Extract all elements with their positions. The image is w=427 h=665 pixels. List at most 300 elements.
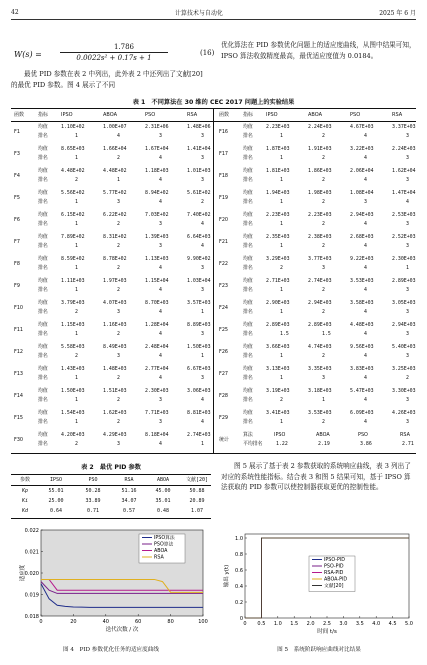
pid-param-value: 0.71	[86, 508, 100, 514]
function-id: F25	[219, 327, 229, 333]
mean-value: 1.50E+03	[187, 344, 211, 350]
x-tick-label: 20	[70, 619, 77, 625]
rank-value: 3	[201, 155, 204, 161]
mean-value: 1.01E+03	[187, 168, 211, 174]
mean-value: 1.08E+04	[350, 190, 374, 196]
body-paragraph-right: 优化算法在 PID 参数优化问题上的适应度曲线，从图中结果可知，IPSO 算法收敛精度最高，最优适应度值为 0.0184。	[221, 41, 416, 60]
function-id: F11	[14, 327, 24, 333]
mean-value: 2.31E+06	[145, 124, 169, 130]
mean-value: 1.51E+03	[103, 388, 127, 394]
metric-label-mean: 均值	[243, 146, 253, 152]
x-tick-label: 1.0	[273, 621, 282, 627]
pid-param-value: 0.57	[122, 508, 136, 514]
rank-value: 1	[280, 221, 283, 227]
rank-value: 4	[364, 155, 367, 161]
mean-value: 3.41E+03	[266, 410, 290, 416]
x-tick-label: 1.5	[290, 621, 299, 627]
rank-value: 2	[280, 265, 283, 271]
rank-value: 2	[117, 375, 120, 381]
metric-label-rank: 排名	[38, 353, 48, 359]
rank-value: 1	[280, 177, 283, 183]
rank-value: 2	[322, 133, 325, 139]
mean-value: 1.50E+03	[61, 388, 85, 394]
mean-value: 2.94E+03	[392, 322, 416, 328]
rank-value: 1	[75, 133, 78, 139]
metric-label-rank: 排名	[38, 243, 48, 249]
metric-label-mean: 均值	[243, 388, 253, 394]
rank-value: 2	[117, 331, 120, 337]
function-id: F24	[219, 305, 229, 311]
rank-value: 1	[406, 265, 409, 271]
pid-param-value: 34.07	[121, 498, 137, 504]
table1-bottom-rule	[11, 453, 416, 454]
mean-value: 2.77E+04	[145, 366, 169, 372]
mean-value: 2.30E+03	[392, 256, 416, 262]
metric-label-rank: 排名	[38, 265, 48, 271]
mean-value: 8.31E+02	[103, 234, 127, 240]
function-id: F15	[14, 415, 24, 421]
rank-value: 4	[159, 199, 162, 205]
x-tick-label: 0	[243, 621, 247, 627]
legend-label: ABOA-PID	[324, 577, 348, 583]
table2-column-header: ABOA	[156, 477, 170, 483]
table2-top-rule	[11, 474, 211, 475]
rank-value: 2	[322, 155, 325, 161]
pid-param-value: 33.89	[85, 498, 101, 504]
rank-value: 4	[406, 199, 409, 205]
y-tick-label: 0.018	[24, 613, 39, 620]
y-axis-label: 输出 y(t)	[224, 564, 230, 588]
metric-label-rank: 排名	[38, 441, 48, 447]
mean-value: 8.89E+03	[187, 322, 211, 328]
rank-value: 3	[201, 287, 204, 293]
mean-value: 2.89E+03	[392, 278, 416, 284]
x-tick-label: 40	[102, 619, 109, 625]
metric-label-rank: 排名	[38, 397, 48, 403]
mean-value: 5.56E+02	[61, 190, 85, 196]
function-id: F10	[14, 305, 24, 311]
mean-value: 1.62E+04	[392, 168, 416, 174]
mean-value: 3.66E+03	[266, 344, 290, 350]
mean-value: 1.81E+03	[266, 168, 290, 174]
function-id: F4	[14, 173, 20, 179]
pid-param-value: 55.01	[48, 488, 64, 494]
legend-label: 文献[20]	[324, 584, 344, 589]
function-id: F21	[219, 239, 229, 245]
pid-param-value: 20.89	[189, 498, 205, 504]
mean-value: 3.77E+03	[308, 256, 332, 262]
table2-head-rule	[11, 485, 211, 486]
x-tick-label: 0.5	[257, 621, 266, 627]
rank-value: 2	[322, 419, 325, 425]
table2-column-header: RSA	[124, 477, 134, 483]
mean-value: 5.77E+02	[103, 190, 127, 196]
metric-label-mean: 均值	[38, 344, 48, 350]
table1-column-header: ABOA	[308, 112, 323, 118]
function-id: F5	[14, 195, 20, 201]
rank-value: 3	[406, 397, 409, 403]
table1-caption: 表 1 不同算法在 30 维的 CEC 2017 问题上的实验结果	[132, 99, 295, 106]
function-id: F30	[14, 437, 24, 443]
metric-label-mean: 均值	[243, 366, 253, 372]
rank-value: 3	[406, 419, 409, 425]
mean-value: 8.65E+03	[61, 146, 85, 152]
mean-value: 1.43E+03	[61, 366, 85, 372]
mean-value: 2.38E+03	[308, 234, 332, 240]
rank-value: 2	[75, 309, 78, 315]
metric-label-mean: 均值	[243, 300, 253, 306]
mean-value: 2.30E+03	[145, 388, 169, 394]
rank-value: 1	[280, 309, 283, 315]
rank-value: 4	[364, 243, 367, 249]
mean-value: 1.15E+03	[61, 322, 85, 328]
function-id: F29	[219, 415, 229, 421]
mean-value: 3.06E+03	[187, 388, 211, 394]
stats-algo-label: 算法	[243, 432, 253, 438]
rank-value: 2	[117, 221, 120, 227]
mean-value: 1.66E+04	[103, 146, 127, 152]
mean-value: 9.22E+03	[350, 256, 374, 262]
metric-label-rank: 排名	[243, 287, 253, 293]
function-id: F19	[219, 195, 229, 201]
metric-label-rank: 排名	[243, 177, 253, 183]
y-tick-label: 0.4	[235, 583, 243, 590]
mean-value: 1.41E+04	[187, 146, 211, 152]
rank-value: 4	[159, 441, 162, 447]
mean-value: 3.22E+03	[350, 146, 374, 152]
function-id: F22	[219, 261, 229, 267]
stats-algo-name: IPSO	[274, 432, 286, 438]
rank-value: 3	[159, 243, 162, 249]
rank-value: 3	[117, 353, 120, 359]
mean-value: 8.59E+02	[61, 256, 85, 262]
x-tick-label: 60	[135, 619, 142, 625]
pid-param-value: 0.48	[156, 508, 170, 514]
table1-column-header: 函数	[219, 112, 230, 118]
metric-label-mean: 均值	[243, 190, 253, 196]
metric-label-rank: 排名	[243, 199, 253, 205]
rank-value: 4	[364, 397, 367, 403]
stats-avg-value: 2.71	[402, 441, 414, 447]
rank-value: 4	[364, 133, 367, 139]
metric-label-mean: 均值	[38, 146, 48, 152]
legend-label: RSA	[154, 555, 164, 561]
mean-value: 7.03E+02	[145, 212, 169, 218]
mean-value: 1.62E+03	[103, 410, 127, 416]
rank-value: 1	[75, 331, 78, 337]
metric-label-mean: 均值	[38, 300, 48, 306]
mean-value: 3.57E+03	[187, 300, 211, 306]
metric-label-rank: 排名	[38, 375, 48, 381]
rank-value: 2	[322, 353, 325, 359]
figure-5-step-response-chart	[221, 524, 417, 642]
equation-number: (16)	[200, 49, 215, 57]
y-tick-label: 0.021	[24, 549, 39, 556]
header-rule	[11, 19, 416, 20]
function-id: F7	[14, 239, 20, 245]
metric-label-mean: 均值	[38, 190, 48, 196]
mean-value: 8.94E+02	[145, 190, 169, 196]
rank-value: 3	[201, 375, 204, 381]
rank-value: 4	[159, 331, 162, 337]
x-tick-label: 80	[167, 619, 174, 625]
metric-label-rank: 排名	[38, 155, 48, 161]
mean-value: 1.39E+03	[145, 234, 169, 240]
rank-value: 1	[201, 441, 204, 447]
metric-label-mean: 均值	[243, 234, 253, 240]
mean-value: 2.48E+04	[145, 344, 169, 350]
metric-label-mean: 均值	[243, 256, 253, 262]
metric-label-mean: 均值	[38, 366, 48, 372]
x-tick-label: 3.5	[355, 621, 364, 627]
mean-value: 4.74E+03	[308, 344, 332, 350]
table2-bottom-rule	[11, 518, 211, 519]
mean-value: 3.18E+03	[308, 388, 332, 394]
rank-value: 3	[201, 177, 204, 183]
rank-value: 2	[117, 265, 120, 271]
mean-value: 2.90E+03	[266, 300, 290, 306]
mean-value: 3.35E+03	[308, 366, 332, 372]
rank-value: 3	[117, 199, 120, 205]
x-axis-label: 迭代次数 / 次	[105, 627, 139, 633]
table2-column-header: 参数	[19, 477, 31, 483]
metric-label-mean: 均值	[38, 388, 48, 394]
rank-value: 1	[280, 287, 283, 293]
mean-value: 1.87E+03	[266, 146, 290, 152]
rank-value: 4	[159, 155, 162, 161]
rank-value: 4	[364, 177, 367, 183]
metric-label-rank: 排名	[38, 309, 48, 315]
mean-value: 1.00E+07	[103, 124, 127, 130]
mean-value: 1.54E+03	[61, 410, 85, 416]
legend-label: RSA-PID	[324, 571, 344, 576]
metric-label-mean: 均值	[243, 124, 253, 130]
table2-column-header: IPSO	[49, 477, 63, 483]
metric-label-rank: 排名	[243, 265, 253, 271]
mean-value: 4.07E+03	[103, 300, 127, 306]
rank-value: 4	[117, 133, 120, 139]
rank-value: 3	[322, 375, 325, 381]
mean-value: 2.23E+03	[266, 124, 290, 130]
mean-value: 3.30E+03	[392, 388, 416, 394]
mean-value: 3.83E+03	[350, 366, 374, 372]
rank-value: 3	[201, 133, 204, 139]
mean-value: 1.10E+02	[61, 124, 85, 130]
x-tick-label: 2.0	[306, 621, 315, 627]
mean-value: 4.29E+03	[103, 432, 127, 438]
metric-label-mean: 均值	[38, 278, 48, 284]
stats-algo-name: PSO	[358, 432, 368, 438]
mean-value: 2.74E+03	[187, 432, 211, 438]
pid-param-name: Kd	[21, 508, 29, 514]
y-axis-label: 适应度	[20, 564, 26, 582]
function-id: F20	[219, 217, 229, 223]
metric-label-mean: 均值	[243, 212, 253, 218]
equation-numerator: 1.786	[113, 43, 135, 51]
rank-value: 4	[159, 309, 162, 315]
rank-value: 4	[364, 221, 367, 227]
mean-value: 2.68E+03	[350, 234, 374, 240]
body-paragraph-right-2: 图 5 展示了基于表 2 参数获取的系统响应曲线，表 3 列出了对应的系统性能指标。结合表 3 和图 5 结果可知，基于 IPSO 算法获取的 PID 参数可以使控制器获取更优的控制性能。	[221, 462, 411, 491]
mean-value: 2.35E+03	[266, 234, 290, 240]
mean-value: 2.06E+04	[350, 168, 374, 174]
mean-value: 2.23E+03	[308, 212, 332, 218]
x-tick-label: 3.0	[339, 621, 348, 627]
rank-value: 4	[364, 309, 367, 315]
rank-value: 1	[280, 133, 283, 139]
rank-value: 1	[75, 375, 78, 381]
stats-algo-name: ABOA	[316, 432, 330, 438]
mean-value: 5.58E+03	[61, 344, 85, 350]
function-id: F9	[14, 283, 20, 289]
pid-param-value: 45.00	[155, 488, 171, 494]
metric-label-rank: 排名	[38, 287, 48, 293]
mean-value: 2.71E+03	[266, 278, 290, 284]
mean-value: 2.24E+03	[392, 146, 416, 152]
rank-value: 1	[75, 243, 78, 249]
rank-value: 2	[117, 397, 120, 403]
mean-value: 2.89E+03	[266, 322, 290, 328]
mean-value: 9.56E+03	[350, 344, 374, 350]
x-tick-label: 4.5	[388, 621, 397, 627]
metric-label-rank: 排名	[38, 221, 48, 227]
mean-value: 3.19E+03	[266, 388, 290, 394]
mean-value: 1.97E+03	[103, 278, 127, 284]
mean-value: 2.23E+03	[266, 212, 290, 218]
metric-label-mean: 均值	[38, 168, 48, 174]
metric-label-mean: 均值	[243, 410, 253, 416]
table1-column-header: 函数	[14, 112, 25, 118]
stats-avg-value: 1.22	[276, 441, 288, 447]
metric-label-rank: 排名	[38, 331, 48, 337]
table1-divider	[213, 108, 214, 453]
mean-value: 2.24E+03	[308, 124, 332, 130]
rank-value: 3	[406, 243, 409, 249]
x-tick-label: 5.0	[405, 621, 413, 627]
mean-value: 1.48E+03	[103, 366, 127, 372]
page-number: 42	[11, 8, 19, 16]
rank-value: 2	[117, 419, 120, 425]
legend-label: PSO算法	[154, 542, 174, 548]
metric-label-mean: 均值	[38, 124, 48, 130]
rank-value: 4	[364, 375, 367, 381]
mean-value: 8.18E+04	[145, 432, 169, 438]
body-paragraph-left: 最优 PID 参数在表 2 中列出，此外表 2 中还列出了文献[20]的最优 PID 参数。图 4 展示了不同	[11, 70, 203, 89]
metric-label-rank: 排名	[243, 243, 253, 249]
metric-label-rank: 排名	[38, 177, 48, 183]
y-tick-label: 0.022	[24, 527, 39, 534]
mean-value: 3.53E+03	[308, 410, 332, 416]
rank-value: 2	[406, 375, 409, 381]
mean-value: 1.18E+03	[145, 168, 169, 174]
rank-value: 3	[406, 221, 409, 227]
rank-value: 1	[201, 309, 204, 315]
rank-value: 1.5	[322, 331, 331, 337]
rank-value: 1	[75, 419, 78, 425]
rank-value: 4	[364, 265, 367, 271]
mean-value: 9.90E+02	[187, 256, 211, 262]
metric-label-rank: 排名	[38, 133, 48, 139]
rank-value: 1	[201, 353, 204, 359]
rank-value: 2	[322, 287, 325, 293]
rank-value: 1	[322, 397, 325, 403]
rank-value: 3	[364, 199, 367, 205]
function-id: F16	[219, 129, 229, 135]
legend-label: ABOA	[154, 549, 168, 554]
metric-label-mean: 均值	[38, 256, 48, 262]
rank-value: 4	[201, 397, 204, 403]
stats-algo-name: RSA	[400, 432, 410, 438]
function-id: F17	[219, 151, 229, 157]
metric-label-rank: 排名	[38, 419, 48, 425]
x-axis-label: 时间 t/s	[317, 629, 337, 635]
rank-value: 3	[406, 287, 409, 293]
rank-value: 3	[117, 441, 120, 447]
metric-label-mean: 均值	[243, 278, 253, 284]
rank-value: 3	[406, 309, 409, 315]
rank-value: 1	[280, 199, 283, 205]
mean-value: 3.05E+03	[392, 300, 416, 306]
table2-column-header: PSO	[88, 477, 98, 483]
rank-value: 3	[406, 353, 409, 359]
metric-label-rank: 排名	[243, 331, 253, 337]
table1-column-header: 指标	[243, 112, 254, 118]
mean-value: 3.58E+03	[350, 300, 374, 306]
rank-value: 2	[322, 177, 325, 183]
mean-value: 4.67E+03	[350, 124, 374, 130]
mean-value: 7.89E+02	[61, 234, 85, 240]
rank-value: 3	[406, 133, 409, 139]
rank-value: 1	[280, 155, 283, 161]
rank-value: 2	[280, 397, 283, 403]
pid-param-name: Kp	[21, 488, 29, 494]
function-id: F23	[219, 283, 229, 289]
function-id: F14	[14, 393, 24, 399]
metric-label-rank: 排名	[243, 221, 253, 227]
rank-value: 1	[280, 419, 283, 425]
mean-value: 1.15E+04	[145, 278, 169, 284]
rank-value: 4	[201, 243, 204, 249]
mean-value: 3.53E+03	[350, 278, 374, 284]
rank-value: 1.5	[280, 331, 289, 337]
metric-label-mean: 均值	[243, 344, 253, 350]
x-tick-label: 100	[198, 619, 208, 625]
metric-label-rank: 排名	[243, 419, 253, 425]
equation-lhs: W(s) =	[14, 50, 42, 59]
mean-value: 3.25E+03	[392, 366, 416, 372]
rank-value: 4	[201, 419, 204, 425]
table1-column-header: RSA	[187, 112, 198, 118]
figure-4-fitness-chart	[11, 524, 211, 642]
rank-value: 3	[159, 133, 162, 139]
rank-value: 1	[75, 199, 78, 205]
mean-value: 1.48E+06	[187, 124, 211, 130]
y-tick-label: 0.6	[235, 567, 243, 574]
pid-param-value: 0.64	[49, 508, 63, 514]
mean-value: 1.94E+03	[266, 190, 290, 196]
metric-label-mean: 均值	[38, 432, 48, 438]
mean-value: 3.79E+03	[61, 300, 85, 306]
metric-label-mean: 均值	[243, 322, 253, 328]
metric-label-mean: 均值	[38, 212, 48, 218]
rank-value: 1	[75, 221, 78, 227]
mean-value: 8.49E+03	[103, 344, 127, 350]
function-id: F18	[219, 173, 229, 179]
mean-value: 3.13E+03	[266, 366, 290, 372]
mean-value: 8.78E+02	[103, 256, 127, 262]
function-id: F28	[219, 393, 229, 399]
y-tick-label: 0.020	[24, 570, 39, 577]
